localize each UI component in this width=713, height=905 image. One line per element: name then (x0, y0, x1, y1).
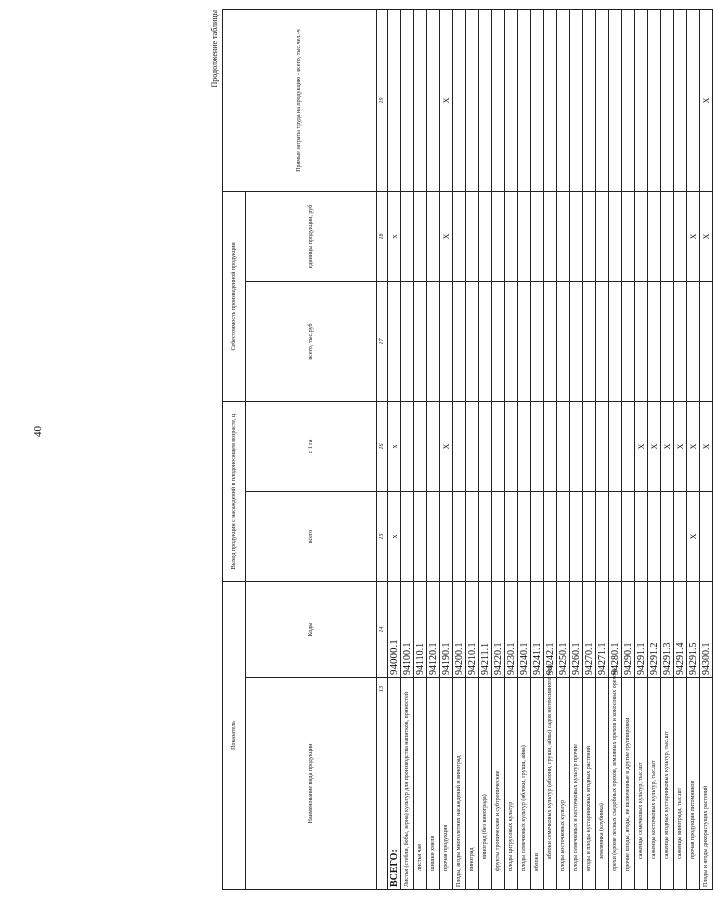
row-code: 94120.1 (427, 582, 440, 678)
row-cell (466, 492, 479, 582)
row-name: прочие плоды, ягоды, не включенные в другие группировки (622, 678, 635, 890)
row-cell (505, 191, 518, 281)
table-row (570, 9, 583, 889)
row-cell (635, 191, 648, 281)
row-cell (700, 492, 713, 582)
row-cell: X (674, 402, 687, 492)
cost-group-header: Себестоимость произведенной продукции (223, 191, 246, 401)
row-cell (609, 402, 622, 492)
row-name: плоды косточковых культур (557, 678, 570, 890)
table-row (596, 9, 609, 889)
row-cell: X (700, 9, 713, 191)
row-cell: X (440, 402, 453, 492)
row-cell: X (635, 402, 648, 492)
table-row (648, 9, 661, 889)
row-cell (492, 282, 505, 402)
row-cell (648, 9, 661, 191)
row-cell (674, 492, 687, 582)
row-cell (492, 191, 505, 281)
cost-unit-header: единицы продукции, руб (246, 191, 377, 281)
row-cell (440, 282, 453, 402)
row-cell (661, 191, 674, 281)
row-name: яблоки (531, 678, 544, 890)
row-cell (453, 9, 466, 191)
row-name: виноград (без винограда) (479, 678, 492, 890)
row-code: 94210.1 (466, 582, 479, 678)
row-cell (570, 492, 583, 582)
row-name: орехи (кроме лесных съедобных орехов, земляных орехов и кокосовых орехов) (609, 678, 622, 890)
row-name: ягоды и плоды кустарниковых ягодных растений (583, 678, 596, 890)
table-row (518, 9, 531, 889)
row-cell (622, 492, 635, 582)
row-cell: X (700, 402, 713, 492)
row-cell (505, 9, 518, 191)
row-code: 94280.1 (609, 582, 622, 678)
codes-col-header: Коды (246, 582, 377, 678)
row-cell (531, 492, 544, 582)
row-code: 94241.1 (531, 582, 544, 678)
table-row (531, 9, 544, 889)
col-number: 13 (377, 678, 388, 890)
row-cell (557, 282, 570, 402)
table-row (414, 9, 427, 889)
indicator-header: Показатель (223, 582, 246, 890)
row-cell (414, 402, 427, 492)
row-cell (674, 282, 687, 402)
row-cell: x (388, 191, 401, 281)
row-name: Плоды, ягоды многолетних насаждений и виноград (453, 678, 466, 890)
row-cell (544, 282, 557, 402)
table-row (505, 9, 518, 889)
row-cell (531, 191, 544, 281)
row-cell (427, 9, 440, 191)
row-cell (518, 9, 531, 191)
row-cell (544, 402, 557, 492)
table-row (401, 9, 414, 889)
production-table (222, 9, 713, 890)
row-cell (687, 9, 700, 191)
row-cell (518, 191, 531, 281)
row-code: 94291.5 (687, 582, 700, 678)
col-number: 19 (377, 9, 388, 191)
row-cell (557, 402, 570, 492)
row-cell (596, 9, 609, 191)
row-cell (544, 191, 557, 281)
row-cell (622, 402, 635, 492)
row-name: виноград (466, 678, 479, 890)
table-row (388, 9, 401, 889)
row-code: 94271.1 (596, 582, 609, 678)
row-cell (648, 492, 661, 582)
row-cell (583, 282, 596, 402)
row-cell (388, 9, 401, 191)
row-cell (609, 191, 622, 281)
row-code: 94291.1 (635, 582, 648, 678)
col-number: 17 (377, 282, 388, 402)
row-cell (622, 191, 635, 281)
row-cell (453, 282, 466, 402)
row-cell (427, 282, 440, 402)
row-cell (583, 191, 596, 281)
row-cell (414, 492, 427, 582)
row-cell (505, 492, 518, 582)
row-cell (687, 282, 700, 402)
row-cell (427, 492, 440, 582)
row-cell (466, 9, 479, 191)
row-code: 94211.1 (479, 582, 492, 678)
row-cell (479, 9, 492, 191)
row-code: 94100.1 (401, 582, 414, 678)
row-code: 94190.1 (440, 582, 453, 678)
row-cell (453, 402, 466, 492)
row-cell (635, 9, 648, 191)
row-name: саженцы ягодных кустарниковых культур, тыс.шт (661, 678, 674, 890)
row-cell (570, 282, 583, 402)
table-row (427, 9, 440, 889)
row-cell (596, 492, 609, 582)
row-cell (583, 9, 596, 191)
rotated-page (210, 10, 712, 890)
row-code: 94000.1 (388, 582, 401, 678)
row-cell (674, 9, 687, 191)
row-cell (479, 402, 492, 492)
table-row (453, 9, 466, 889)
row-name: яблоки семечковых культур (яблони, груши, айвы) садов интенсивного типа (544, 678, 557, 890)
row-cell (661, 9, 674, 191)
table-row (583, 9, 596, 889)
row-cell (427, 402, 440, 492)
row-cell (466, 282, 479, 402)
row-cell (635, 282, 648, 402)
row-cell (492, 492, 505, 582)
table-row (492, 9, 505, 889)
row-cell (466, 191, 479, 281)
row-cell: X (687, 191, 700, 281)
row-code: 94242.1 (544, 582, 557, 678)
row-cell: X (700, 191, 713, 281)
continuation-label: Продолжение таблицы (210, 10, 219, 88)
output-group-header: Выход продукции с насаждений в плодоносящем возрасте, ц (223, 402, 246, 582)
row-name: Листья (стебли, бобы, зерна) культур для производства напитков, пряностей (401, 678, 414, 890)
row-name: плоды семечковых и косточковых культур прочие (570, 678, 583, 890)
row-cell (531, 402, 544, 492)
row-name: саженцы винограда, тыс.шт (674, 678, 687, 890)
row-cell (596, 402, 609, 492)
table-row (609, 9, 622, 889)
row-name: прочая продукция (440, 678, 453, 890)
row-cell (414, 9, 427, 191)
row-cell (518, 492, 531, 582)
row-code: 94220.1 (492, 582, 505, 678)
table-row (440, 9, 453, 889)
row-cell: X (661, 402, 674, 492)
row-name: плоды цитрусовых культур (505, 678, 518, 890)
row-cell (648, 191, 661, 281)
row-cell (570, 191, 583, 281)
row-name: фрукты тропические и субтропические (492, 678, 505, 890)
table-row (687, 9, 700, 889)
row-cell (401, 402, 414, 492)
row-cell: X (687, 492, 700, 582)
row-cell (609, 282, 622, 402)
output-total-header: всего (246, 492, 377, 582)
row-cell (518, 402, 531, 492)
row-cell (531, 9, 544, 191)
row-name: саженцы косточковых культур, тыс.шт (648, 678, 661, 890)
table-row (635, 9, 648, 889)
row-code: 94250.1 (557, 582, 570, 678)
row-cell (635, 492, 648, 582)
row-code: 94300.1 (700, 582, 713, 678)
row-name: прочая продукция питомников (687, 678, 700, 890)
table-row (700, 9, 713, 889)
row-name: ВСЕГО: (388, 678, 401, 890)
row-cell (388, 282, 401, 402)
row-name: Плоды и ягоды дикорастущих растений (700, 678, 713, 890)
row-name: плоды семечковых культур (яблоки, груши, айва) (518, 678, 531, 890)
row-cell: X (648, 402, 661, 492)
table-body (388, 9, 713, 889)
row-code: 94291.4 (674, 582, 687, 678)
row-code: 94260.1 (570, 582, 583, 678)
row-cell (622, 9, 635, 191)
row-cell: X (440, 191, 453, 281)
row-code: 94200.1 (453, 582, 466, 678)
row-cell (479, 492, 492, 582)
row-code: 94240.1 (518, 582, 531, 678)
row-cell (583, 402, 596, 492)
table-row (661, 9, 674, 889)
row-cell (570, 402, 583, 492)
row-cell (609, 492, 622, 582)
row-cell: X (440, 9, 453, 191)
col-number: 15 (377, 492, 388, 582)
row-cell (531, 282, 544, 402)
row-cell (544, 9, 557, 191)
row-cell (622, 282, 635, 402)
row-cell (557, 9, 570, 191)
row-cell: x (388, 492, 401, 582)
row-cell (492, 402, 505, 492)
row-cell (661, 492, 674, 582)
row-name: саженцы семечковых культур, тыс.шт (635, 678, 648, 890)
row-name: листья чая (414, 678, 427, 890)
col-number: 18 (377, 191, 388, 281)
row-code: 94291.3 (661, 582, 674, 678)
table-row (466, 9, 479, 889)
col-number: 16 (377, 402, 388, 492)
row-code: 94110.1 (414, 582, 427, 678)
row-cell (570, 9, 583, 191)
row-cell (492, 9, 505, 191)
cost-total-header: всего, тыс.руб (246, 282, 377, 402)
row-cell (700, 282, 713, 402)
col-number: 14 (377, 582, 388, 678)
row-cell (414, 282, 427, 402)
row-cell (648, 282, 661, 402)
row-cell (401, 492, 414, 582)
row-cell (401, 191, 414, 281)
table-row (544, 9, 557, 889)
row-cell (401, 9, 414, 191)
row-cell (479, 282, 492, 402)
row-cell: X (687, 402, 700, 492)
output-per-ha-header: с 1 га (246, 402, 377, 492)
row-cell (596, 191, 609, 281)
row-cell (661, 282, 674, 402)
row-cell (414, 191, 427, 281)
row-cell (479, 191, 492, 281)
row-cell (453, 492, 466, 582)
table-row (479, 9, 492, 889)
row-code: 94230.1 (505, 582, 518, 678)
row-code: 94290.1 (622, 582, 635, 678)
row-cell (505, 282, 518, 402)
row-cell (557, 492, 570, 582)
row-cell (596, 282, 609, 402)
row-cell (453, 191, 466, 281)
row-code: 94291.2 (648, 582, 661, 678)
table-row (622, 9, 635, 889)
row-cell (544, 492, 557, 582)
table-row (557, 9, 570, 889)
row-cell: x (388, 402, 401, 492)
row-cell (609, 9, 622, 191)
column-number-row (377, 9, 388, 889)
page-number: 40 (32, 426, 44, 437)
row-cell (557, 191, 570, 281)
row-cell (440, 492, 453, 582)
row-cell (518, 282, 531, 402)
row-cell (427, 191, 440, 281)
row-cell (674, 191, 687, 281)
row-cell (466, 402, 479, 492)
row-name: шишки хмеля (427, 678, 440, 890)
table-row (674, 9, 687, 889)
row-cell (505, 402, 518, 492)
row-cell (583, 492, 596, 582)
row-cell (401, 282, 414, 402)
row-name: земляника (клубника) (596, 678, 609, 890)
row-code: 94270.1 (583, 582, 596, 678)
name-col-header: Наименование вида продукции (246, 678, 377, 890)
labor-header: Прямые затраты труда на продукцию - всего, тыс.чел.-ч (223, 9, 377, 191)
